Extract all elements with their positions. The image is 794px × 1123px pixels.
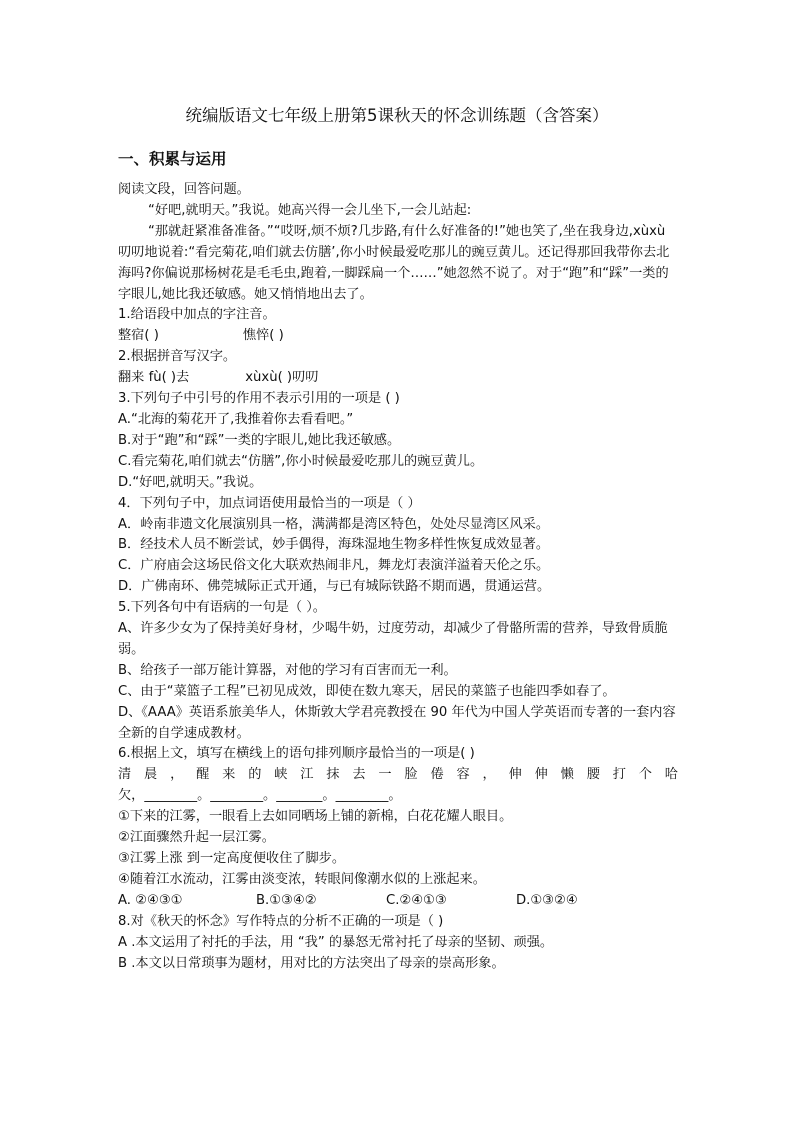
question-2-stem: 2.根据拼音写汉字。 [118, 349, 237, 365]
q5-option-a: A、许多少女为了保持美好身材，少喝牛奶，过度劳动，却减少了骨骼所需的营养，导致骨质脆弱。 [118, 621, 668, 657]
question-6-stem: 6.根据上文，填写在横线上的语句排列顺序最恰当的一项是( ) [118, 746, 475, 762]
question-3-stem: 3.下列句子中引号的作用不表示引用的一项是 ( ) [118, 391, 400, 407]
question-1-answers [118, 326, 678, 347]
intro-text: 阅读文段，回答问题。 [118, 182, 250, 197]
q6-item-3: ③江雾上涨 到一定高度便收住了脚步。 [118, 851, 346, 866]
q3-option-a: A.“北海的菊花开了,我推着你去看看吧。” [118, 411, 354, 427]
q1-item-a: 整宿( ) [118, 328, 159, 344]
q3-option-c: C.看完菊花,咱们就去“仿膳”,你小时候最爱吃那儿的豌豆黄儿。 [118, 453, 484, 469]
document-body [118, 180, 678, 974]
q2-item-a: 翻来 fù( )去 [118, 370, 190, 386]
question-8-stem: 8.对《秋天的怀念》写作特点的分析不正确的一项是（ ) [118, 913, 444, 929]
q6-option-c: C.②④①③ [386, 892, 447, 908]
q6-item-2: ②江面骤然升起一层江雾。 [118, 830, 275, 846]
q6-options [118, 891, 678, 912]
q2-item-b: xùxù( )叨叨 [245, 370, 319, 386]
q1-item-b: 憔悴( ) [242, 328, 284, 344]
q6-option-b: B.①③④② [256, 892, 317, 908]
q5-option-c: C、由于“菜篮子工程”已初见成效，即使在数九寒天，居民的菜篮子也能四季如春了。 [118, 683, 616, 699]
page-title: 统编版语文七年级上册第5课秋天的怀念训练题（含答案） [185, 106, 609, 125]
q6-option-a: A. ②④③① [118, 892, 183, 908]
q6-lead-sentence: 清晨，醒来的峡江抹去一脸倦容，伸伸懒腰打个哈 [118, 767, 678, 783]
question-2-answers [118, 368, 678, 389]
q8-option-b: B .本文以日常琐事为题材，用对比的方法突出了母亲的崇高形象。 [118, 955, 505, 971]
q6-item-4: ④随着江水流动，江雾由淡变浓，转眼间像潮水似的上涨起来。 [118, 871, 486, 887]
question-4-stem: 4．下列句子中，加点词语使用最恰当的一项是（ ） [118, 495, 421, 511]
section-heading: 一、积累与运用 [118, 150, 227, 168]
q3-option-b: B.对于“跑”和“踩”一类的字眼儿,她比我还敏感。 [118, 432, 401, 448]
q6-option-d: D.①③②④ [516, 892, 578, 908]
q8-option-a: A .本文运用了衬托的手法，用 “我” 的暴怒无常衬托了母亲的坚韧、顽强。 [118, 934, 554, 950]
q5-option-d: D、《AAA》英语系旅美华人，休斯敦大学君亮教授在 90 年代为中国人学英语而专著的一套内容全新的自学速成教材。 [118, 704, 676, 741]
q3-option-d: D.“好吧,就明天。”我说。 [118, 474, 263, 490]
question-1-stem: 1.给语段中加点的字注音。 [118, 307, 276, 323]
q6-item-1: ①下来的江雾，一眼看上去如同晒场上铺的新棉，白花花耀人眼目。 [118, 809, 513, 825]
question-5-stem: 5.下列各句中有语病的一句是（ ）。 [118, 600, 326, 616]
q4-option-d: D．广佛南环、佛莞城际正式开通，与已有城际铁路不期而遇，贯通运营。 [118, 579, 551, 595]
q4-option-b: B．经技术人员不断尝试，妙手偶得，海珠湿地生物多样性恢复成效显著。 [118, 537, 550, 553]
passage-paragraph-2: “那就赶紧准备准备。”“哎呀,烦不烦?几步路,有什么好准备的!”她也笑了,坐在我身边,xùxù 叨叨地说着:“看完菊花,咱们就去仿膳’,你小时候最爱吃那儿的豌豆黄儿。还记得那回我带你去北海吗?你偏说那杨树花是毛毛虫,跑着,一脚踩扁一个……”她忽然不说了。对于“跑”和“踩”一类的字眼儿,她比我还敏感。她又悄悄地出去了。 [118, 223, 670, 302]
passage-paragraph-1: “好吧,就明天。”我说。她高兴得一会儿坐下,一会儿站起: [148, 202, 472, 218]
q5-option-b: B、给孩子一部万能计算器，对他的学习有百害而无一利。 [118, 662, 457, 678]
q6-blanks: 欠，________。________。_______。________。 [118, 788, 402, 804]
q4-option-a: A．岭南非遗文化展演别具一格，满满都是湾区特色，处处尽显湾区风采。 [118, 516, 550, 532]
q4-option-c: C．广府庙会这场民俗文化大联欢热闹非凡，舞龙灯表演洋溢着天伦之乐。 [118, 558, 550, 574]
